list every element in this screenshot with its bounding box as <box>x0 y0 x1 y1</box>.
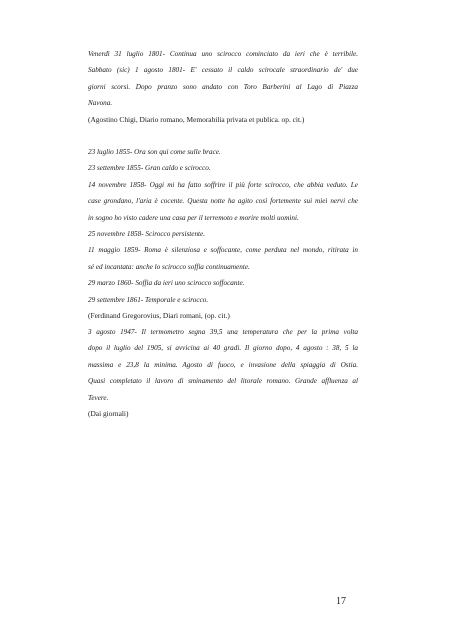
text-line: Tevere. <box>88 393 109 402</box>
source-citation: (Dai giornali) <box>88 408 129 418</box>
text-line: massima e 23,8 la minima. Agosto di fuoco, e invasione della spiaggia di Ostia. <box>88 360 358 369</box>
page-number: 17 <box>336 596 346 607</box>
gregorovius-excerpt <box>88 144 358 324</box>
text-line: 23 luglio 1855- Ora son qui come sulle brace. <box>88 148 221 156</box>
text-line: Navona. <box>88 99 113 108</box>
text-line: 29 marzo 1860- Soffia da ieri uno scirocco soffocante. <box>88 279 245 288</box>
text-line: dopo il luglio del 1905, si avvicina ai 40 gradi. Il giorno dopo, 4 agosto : 38, 5 la <box>88 344 358 353</box>
text-line: case grondano, l'aria è cocente. Questa notte ha agito così fortemente sui miei nervi che <box>88 197 358 206</box>
source-citation: (Ferdinand Gregorovius, Diari romani, (op. cit.) <box>88 310 230 320</box>
text-line: 3 agosto 1947- Il termometro segna 39,5 una temperatura che per la prima volta <box>88 328 358 336</box>
text-line: Venerdì 31 luglio 1801- Continua uno scirocco cominciato da ieri che è terribile. <box>88 50 358 58</box>
text-line: Sabbato (sic) 1 agosto 1801- E' cessato il caldo scirocale straordinario de' due <box>88 66 358 75</box>
text-line: 11 maggio 1859- Roma è silenziosa e soffocante, come perduta nel mondo, ritirata in <box>88 246 358 255</box>
source-citation: (Agostino Chigi, Diario romano, Memorabilia privata et publica. op. cit.) <box>88 114 305 124</box>
text-line: Quasi completato il lavoro di sminamento del litorale romano. Grande affluenza al <box>88 377 358 386</box>
chigi-excerpt <box>88 46 358 128</box>
text-line: sé ed incantata: anche lo scirocco soffia continuamente. <box>88 262 250 271</box>
text-line: giorni scorsi. Dopo pranzo sono andato con Toro Barberini al Lago di Piazza <box>88 82 358 91</box>
text-line: 23 settembre 1855- Gran caldo e scirocco. <box>88 164 211 173</box>
text-line: in sogno ho visto cadere una casa per il terremoto e morire molti uomini. <box>88 213 299 222</box>
text-line: 25 novembre 1858- Scirocco persistente. <box>88 229 206 238</box>
text-line: 29 settembre 1861- Temporale e scirocco. <box>88 295 209 304</box>
text-line: 14 novembre 1858- Oggi mi ha fatto soffrire il più forte scirocco, che abbia veduto. Le <box>88 180 358 189</box>
newspaper-excerpt <box>88 324 358 422</box>
